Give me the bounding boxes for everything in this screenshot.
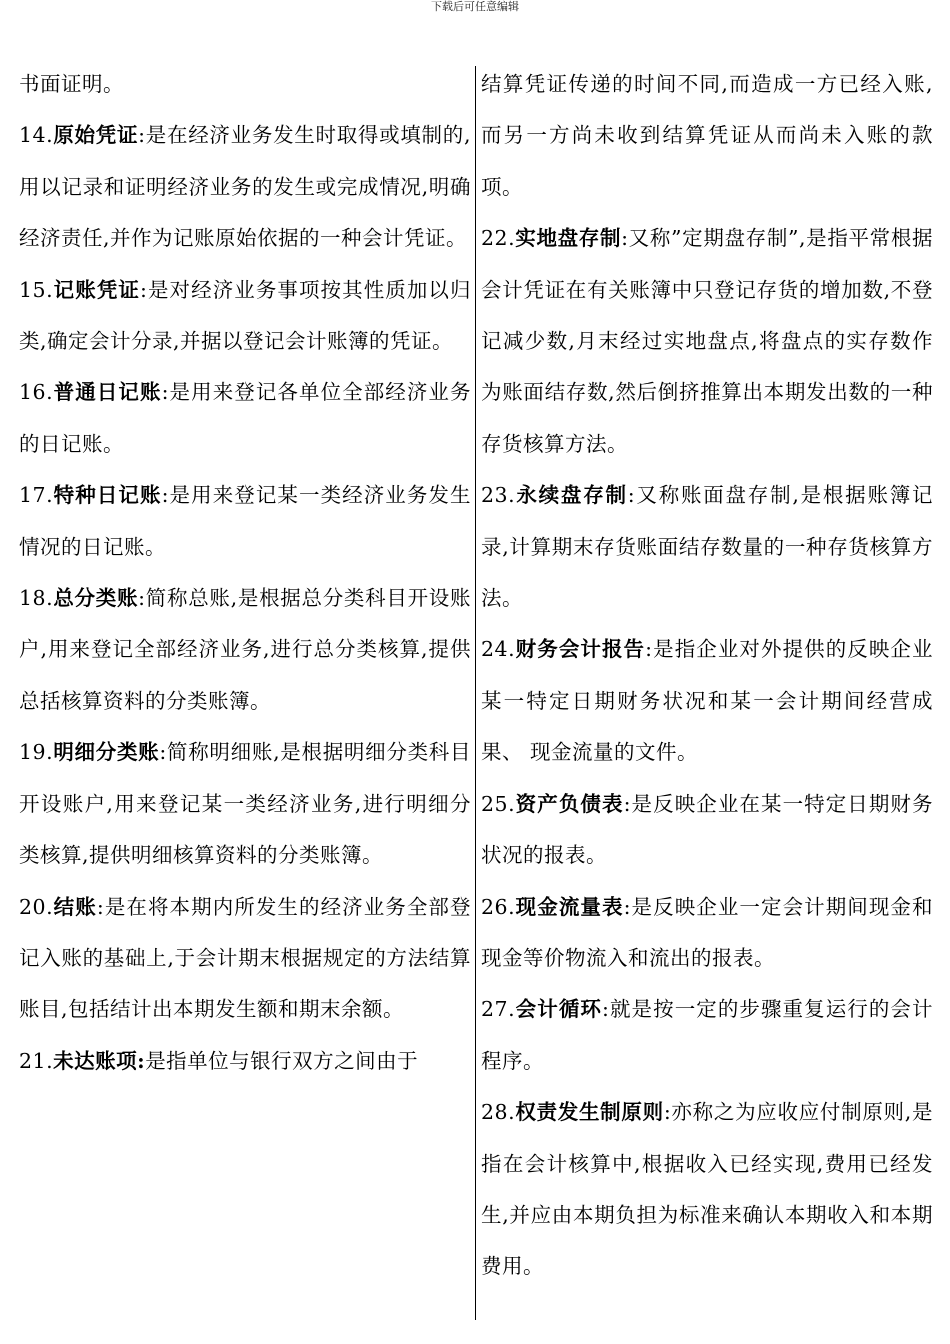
entry-number: 28. bbox=[481, 1100, 516, 1125]
glossary-entry bbox=[19, 573, 471, 727]
entry-definition: :是在经济业务发生时取得或填制的,用以记录和证明经济业务的发生或完成情况,明确经济责任,并作为记账原始依据的一种会计凭证。 bbox=[19, 123, 471, 251]
glossary-entry bbox=[19, 882, 471, 1036]
entry-definition: :简称总账,是根据总分类科目开设账户,用来登记全部经济业务,进行总分类核算,提供总括核算资料的分类账簿。 bbox=[19, 586, 471, 713]
page-header: 下载后可任意编辑 bbox=[431, 0, 519, 13]
glossary-entry bbox=[19, 110, 471, 264]
glossary-entry bbox=[481, 984, 933, 1087]
glossary-entry bbox=[19, 265, 471, 368]
entry-definition: :又称”定期盘存制”,是指平常根据会计凭证在有关账簿中只登记存货的增加数,不登记减少数,月末经过实地盘点,将盘点的实存数作为账面结存数,然后倒挤推算出本期发出数的一种存货核算方法。 bbox=[481, 226, 933, 456]
entry-definition: 是指单位与银行双方之间由于 bbox=[145, 1048, 419, 1073]
entry-term: 原始凭证 bbox=[53, 123, 139, 148]
glossary-entry bbox=[19, 1036, 471, 1087]
entry-definition: 结算凭证传递的时间不同,而造成一方已经入账,而另一方尚未收到结算凭证从而尚未入账的款项。 bbox=[481, 72, 933, 199]
entry-definition: :是反映企业在某一特定日期财务状况的报表。 bbox=[481, 791, 934, 868]
glossary-entry bbox=[481, 779, 933, 882]
entry-number: 19. bbox=[19, 740, 54, 765]
left-column bbox=[19, 59, 471, 1087]
entry-term: 记账凭证 bbox=[53, 277, 140, 302]
glossary-entry bbox=[481, 59, 933, 213]
column-divider bbox=[475, 66, 476, 1320]
entry-number: 15. bbox=[19, 277, 54, 302]
entry-number: 26. bbox=[481, 894, 516, 919]
entry-number: 18. bbox=[19, 586, 54, 611]
glossary-entry bbox=[19, 367, 471, 470]
glossary-entry bbox=[481, 624, 933, 778]
entry-definition: :是用来登记某一类经济业务发生情况的日记账。 bbox=[19, 483, 472, 559]
glossary-entry bbox=[19, 727, 471, 881]
entry-definition: :是反映企业一定会计期间现金和现金等价物流入和流出的报表。 bbox=[481, 894, 934, 970]
entry-definition: 书面证明。 bbox=[19, 72, 124, 96]
right-column bbox=[481, 59, 933, 1293]
entry-term: 总分类账 bbox=[53, 586, 139, 611]
entry-term: 资产负债表 bbox=[515, 791, 624, 816]
entry-number: 20. bbox=[19, 894, 54, 919]
entry-term: 会计循环 bbox=[515, 997, 602, 1022]
glossary-entry bbox=[481, 213, 933, 470]
entry-term: 未达账项: bbox=[53, 1048, 146, 1073]
entry-definition: :又称账面盘存制,是根据账簿记录,计算期末存货账面结存数量的一种存货核算方法。 bbox=[481, 483, 933, 611]
glossary-entry bbox=[481, 1087, 933, 1293]
entry-number: 25. bbox=[481, 791, 516, 816]
entry-term: 权责发生制原则 bbox=[515, 1100, 664, 1125]
entry-term: 结账 bbox=[53, 894, 97, 919]
entry-term: 明细分类账 bbox=[53, 740, 160, 765]
entry-term: 特种日记账 bbox=[53, 483, 162, 508]
entry-number: 21. bbox=[19, 1048, 54, 1073]
entry-definition: :是在将本期内所发生的经济业务全部登记入账的基础上,于会计期末根据规定的方法结算账目,包括结计出本期发生额和期末余额。 bbox=[19, 894, 472, 1022]
entry-number: 23. bbox=[481, 483, 516, 508]
entry-definition: :是对经济业务事项按其性质加以归类,确定会计分录,并据以登记会计账簿的凭证。 bbox=[19, 277, 472, 354]
entry-number: 17. bbox=[19, 483, 54, 508]
entry-definition: :就是按一定的步骤重复运行的会计程序。 bbox=[481, 997, 934, 1073]
glossary-entry bbox=[481, 882, 933, 985]
entry-number: 27. bbox=[481, 997, 516, 1022]
entry-definition: :亦称之为应收应付制原则,是指在会计核算中,根据收入已经实现,费用已经发生,并应由本期负担为标准来确认本期收入和本期费用。 bbox=[481, 1100, 933, 1279]
entry-term: 普通日记账 bbox=[53, 380, 162, 405]
glossary-entry bbox=[19, 470, 471, 573]
entry-term: 永续盘存制 bbox=[515, 483, 628, 508]
entry-definition: :是指企业对外提供的反映企业某一特定日期财务状况和某一会计期间经营成果、 现金流量的文件。 bbox=[481, 637, 934, 765]
entry-number: 16. bbox=[19, 380, 54, 405]
entry-number: 22. bbox=[481, 226, 516, 251]
entry-term: 现金流量表 bbox=[515, 894, 624, 919]
entry-definition: :是用来登记各单位全部经济业务的日记账。 bbox=[19, 380, 472, 456]
entry-term: 实地盘存制 bbox=[515, 226, 622, 251]
entry-term: 财务会计报告 bbox=[515, 637, 646, 662]
entry-number: 24. bbox=[481, 637, 516, 662]
entry-number: 14. bbox=[19, 123, 54, 148]
glossary-entry bbox=[481, 470, 933, 624]
entry-definition: :简称明细账,是根据明细分类科目开设账户,用来登记某一类经济业务,进行明细分类核算,提供明细核算资料的分类账簿。 bbox=[19, 740, 471, 868]
glossary-entry bbox=[19, 59, 471, 110]
